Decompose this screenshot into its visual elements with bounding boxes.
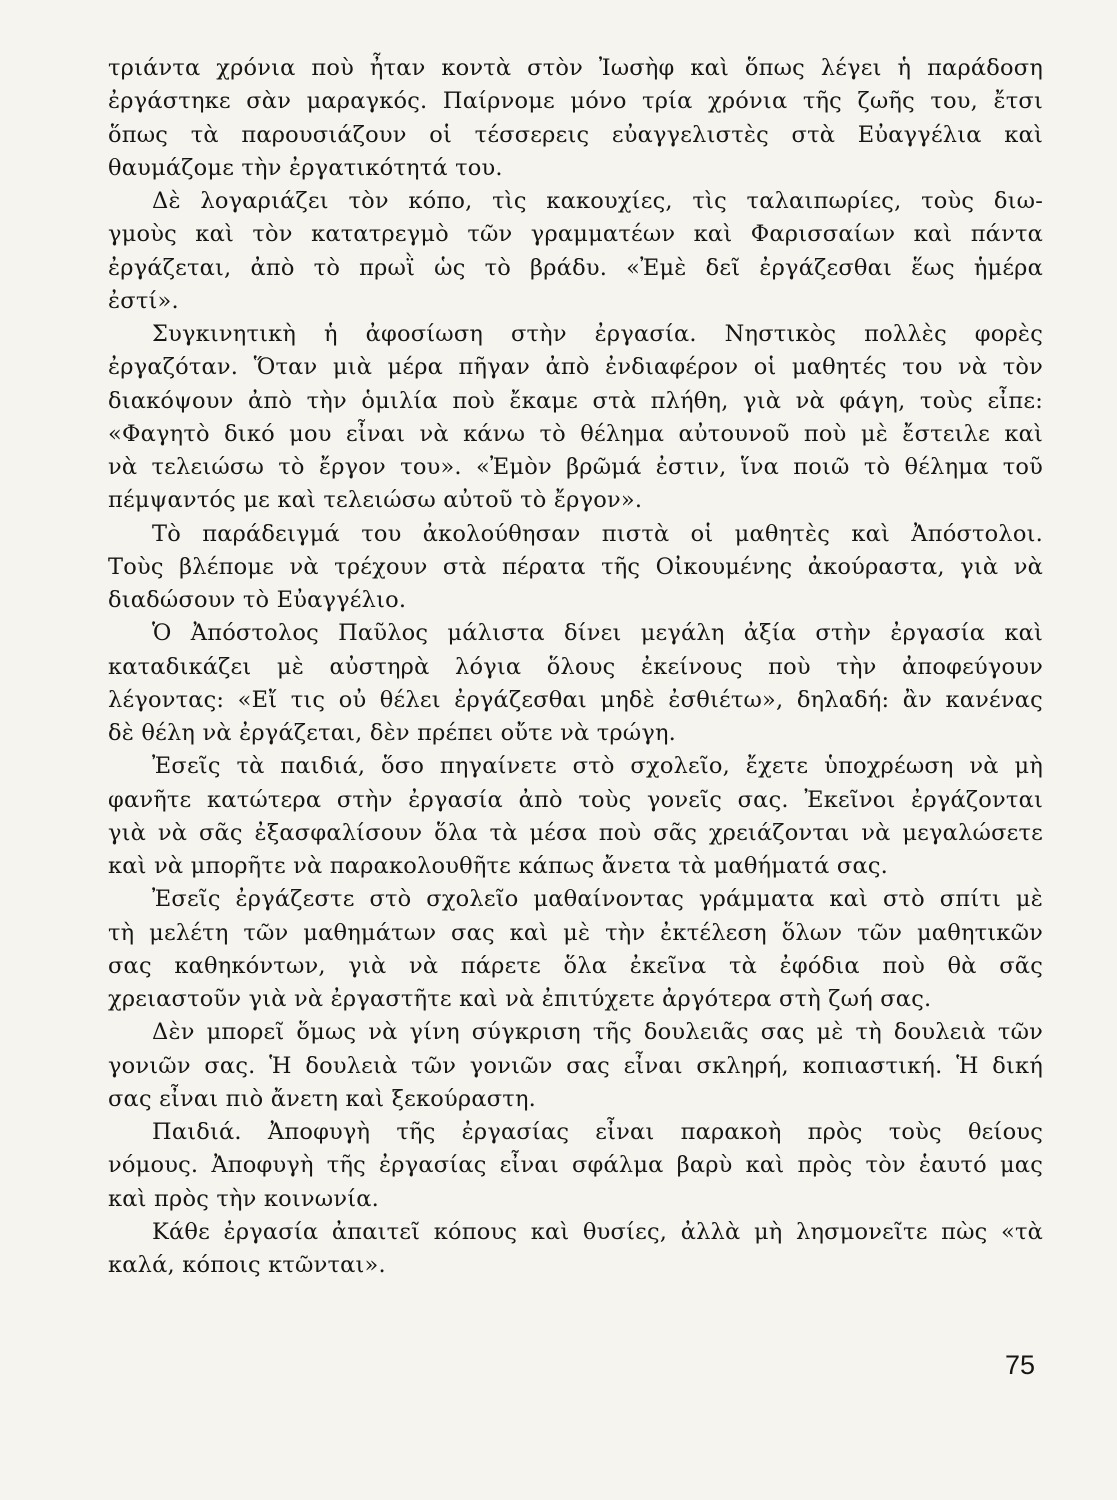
text-line: νὰ τελειώσω τὸ ἔργον του». «Ἐμὸν βρῶμά ἐστιν, ἵνα ποιῶ τὸ θέλημα τοῦ: [108, 454, 1043, 480]
text-line: σας καθηκόντων, γιὰ νὰ πάρετε ὅλα ἐκεῖνα τὰ ἐφόδια ποὺ θὰ σᾶς: [108, 952, 1043, 979]
text-line: ὅπως τὰ παρουσιάζουν οἱ τέσσερεις εὐαγγελιστὲς στὰ Εὐαγγέλια καὶ: [108, 121, 1043, 148]
text-line: καὶ νὰ μπορῆτε νὰ παρακολουθῆτε κάπως ἄνετα τὰ μαθήματά σας.: [108, 853, 888, 879]
text-line: γιὰ νὰ σᾶς ἐξασφαλίσουν ὅλα τὰ μέσα ποὺ σᾶς χρειάζονται νὰ μεγαλώσετε: [108, 819, 1043, 846]
text-line: Ἐσεῖς τὰ παιδιά, ὅσο πηγαίνετε στὸ σχολεῖο, ἔχετε ὑποχρέωση νὰ μὴ: [152, 753, 1043, 780]
text-line: Συγκινητικὴ ἡ ἀφοσίωση στὴν ἐργασία. Νηστικὸς πολλὲς φορὲς: [152, 321, 1043, 347]
text-line: γμοὺς καὶ τὸν κατατρεγμὸ τῶν γραμματέων καὶ Φαρισσαίων καὶ πάντα: [108, 221, 1043, 248]
text-line: καλά, κόποις κτῶνται».: [108, 1252, 386, 1278]
text-line: σας εἶναι πιὸ ἄνετη καὶ ξεκούραστη.: [108, 1085, 536, 1112]
text-line: ἐργαζόταν. Ὅταν μιὰ μέρα πῆγαν ἀπὸ ἐνδιαφέρον οἱ μαθητές του νὰ τὸν: [108, 354, 1043, 381]
text-line: καταδικάζει μὲ αὐστηρὰ λόγια ὅλους ἐκείνους ποὺ τὴν ἀποφεύγουν: [108, 653, 1043, 680]
body-text: [108, 52, 1043, 1282]
text-line: φανῆτε κατώτερα στὴν ἐργασία ἀπὸ τοὺς γονεῖς σας. Ἐκεῖνοι ἐργάζονται: [108, 786, 1043, 813]
text-line: λέγοντας: «Εἴ τις οὐ θέλει ἐργάζεσθαι μηδὲ ἐσθιέτω», δηλαδή: ἂν κανένας: [108, 686, 1043, 713]
text-line: θαυμάζομε τὴν ἐργατικότητά του.: [108, 154, 503, 181]
text-line: Τὸ παράδειγμά του ἀκολούθησαν πιστὰ οἱ μαθητὲς καὶ Ἀπόστολοι.: [152, 520, 1043, 547]
text-line: Ὁ Ἀπόστολος Παῦλος μάλιστα δίνει μεγάλη ἀξία στὴν ἐργασία καὶ: [152, 620, 1043, 647]
text-line: δὲ θέλη νὰ ἐργάζεται, δὲν πρέπει οὔτε νὰ τρώγη.: [108, 720, 676, 746]
text-line: Παιδιά. Ἀποφυγὴ τῆς ἐργασίας εἶναι παρακοὴ πρὸς τοὺς θείους: [152, 1119, 1043, 1145]
text-line: Δὲ λογαριάζει τὸν κόπο, τὶς κακουχίες, τὶς ταλαιπωρίες, τοὺς διω-: [152, 188, 1043, 214]
text-line: χρειαστοῦν γιὰ νὰ ἐργαστῆτε καὶ νὰ ἐπιτύχετε ἀργότερα στὴ ζωή σας.: [108, 986, 932, 1012]
text-line: διαδώσουν τὸ Εὐαγγέλιο.: [108, 587, 407, 613]
text-line: «Φαγητὸ δικό μου εἶναι νὰ κάνω τὸ θέλημα αὐτουνοῦ ποὺ μὲ ἔστειλε καὶ: [108, 420, 1043, 447]
text-line: Τοὺς βλέπομε νὰ τρέχουν στὰ πέρατα τῆς Οἰκουμένης ἀκούραστα, γιὰ νὰ: [108, 553, 1043, 580]
text-line: ἐργάστηκε σὰν μαραγκός. Παίρνομε μόνο τρία χρόνια τῆς ζωῆς του, ἔτσι: [108, 88, 1043, 115]
text-line: Κάθε ἐργασία ἀπαιτεῖ κόπους καὶ θυσίες, ἀλλὰ μὴ λησμονεῖτε πὼς «τὰ: [152, 1218, 1043, 1245]
text-line: διακόψουν ἀπὸ τὴν ὁμιλία ποὺ ἔκαμε στὰ πλήθη, γιὰ νὰ φάγη, τοὺς εἶπε:: [108, 387, 1043, 414]
text-line: τριάντα χρόνια ποὺ ἦταν κοντὰ στὸν Ἰωσὴφ καὶ ὅπως λέγει ἡ παράδοση: [108, 55, 1043, 81]
text-line: ἐργάζεται, ἀπὸ τὸ πρωῒ ὡς τὸ βράδυ. «Ἐμὲ δεῖ ἐργάζεσθαι ἕως ἡμέρα: [108, 254, 1043, 281]
text-line: καὶ πρὸς τὴν κοινωνία.: [108, 1185, 380, 1212]
text-line: νόμους. Ἀποφυγὴ τῆς ἐργασίας εἶναι σφάλμα βαρὺ καὶ πρὸς τὸν ἑαυτό μας: [108, 1152, 1043, 1179]
page-number: 75: [1004, 1350, 1035, 1380]
text-line: γονιῶν σας. Ἡ δουλειὰ τῶν γονιῶν σας εἶναι σκληρή, κοπιαστική. Ἡ δική: [108, 1052, 1043, 1079]
text-line: τὴ μελέτη τῶν μαθημάτων σας καὶ μὲ τὴν ἐκτέλεση ὅλων τῶν μαθητικῶν: [108, 919, 1043, 946]
text-line: Ἐσεῖς ἐργάζεστε στὸ σχολεῖο μαθαίνοντας γράμματα καὶ στὸ σπίτι μὲ: [152, 886, 1043, 913]
text-line: Δὲν μπορεῖ ὅμως νὰ γίνη σύγκριση τῆς δουλειᾶς σας μὲ τὴ δουλειὰ τῶν: [152, 1019, 1043, 1046]
text-line: ἐστί».: [108, 287, 179, 314]
text-line: πέμψαντός με καὶ τελειώσω αὐτοῦ τὸ ἔργον».: [108, 487, 643, 514]
